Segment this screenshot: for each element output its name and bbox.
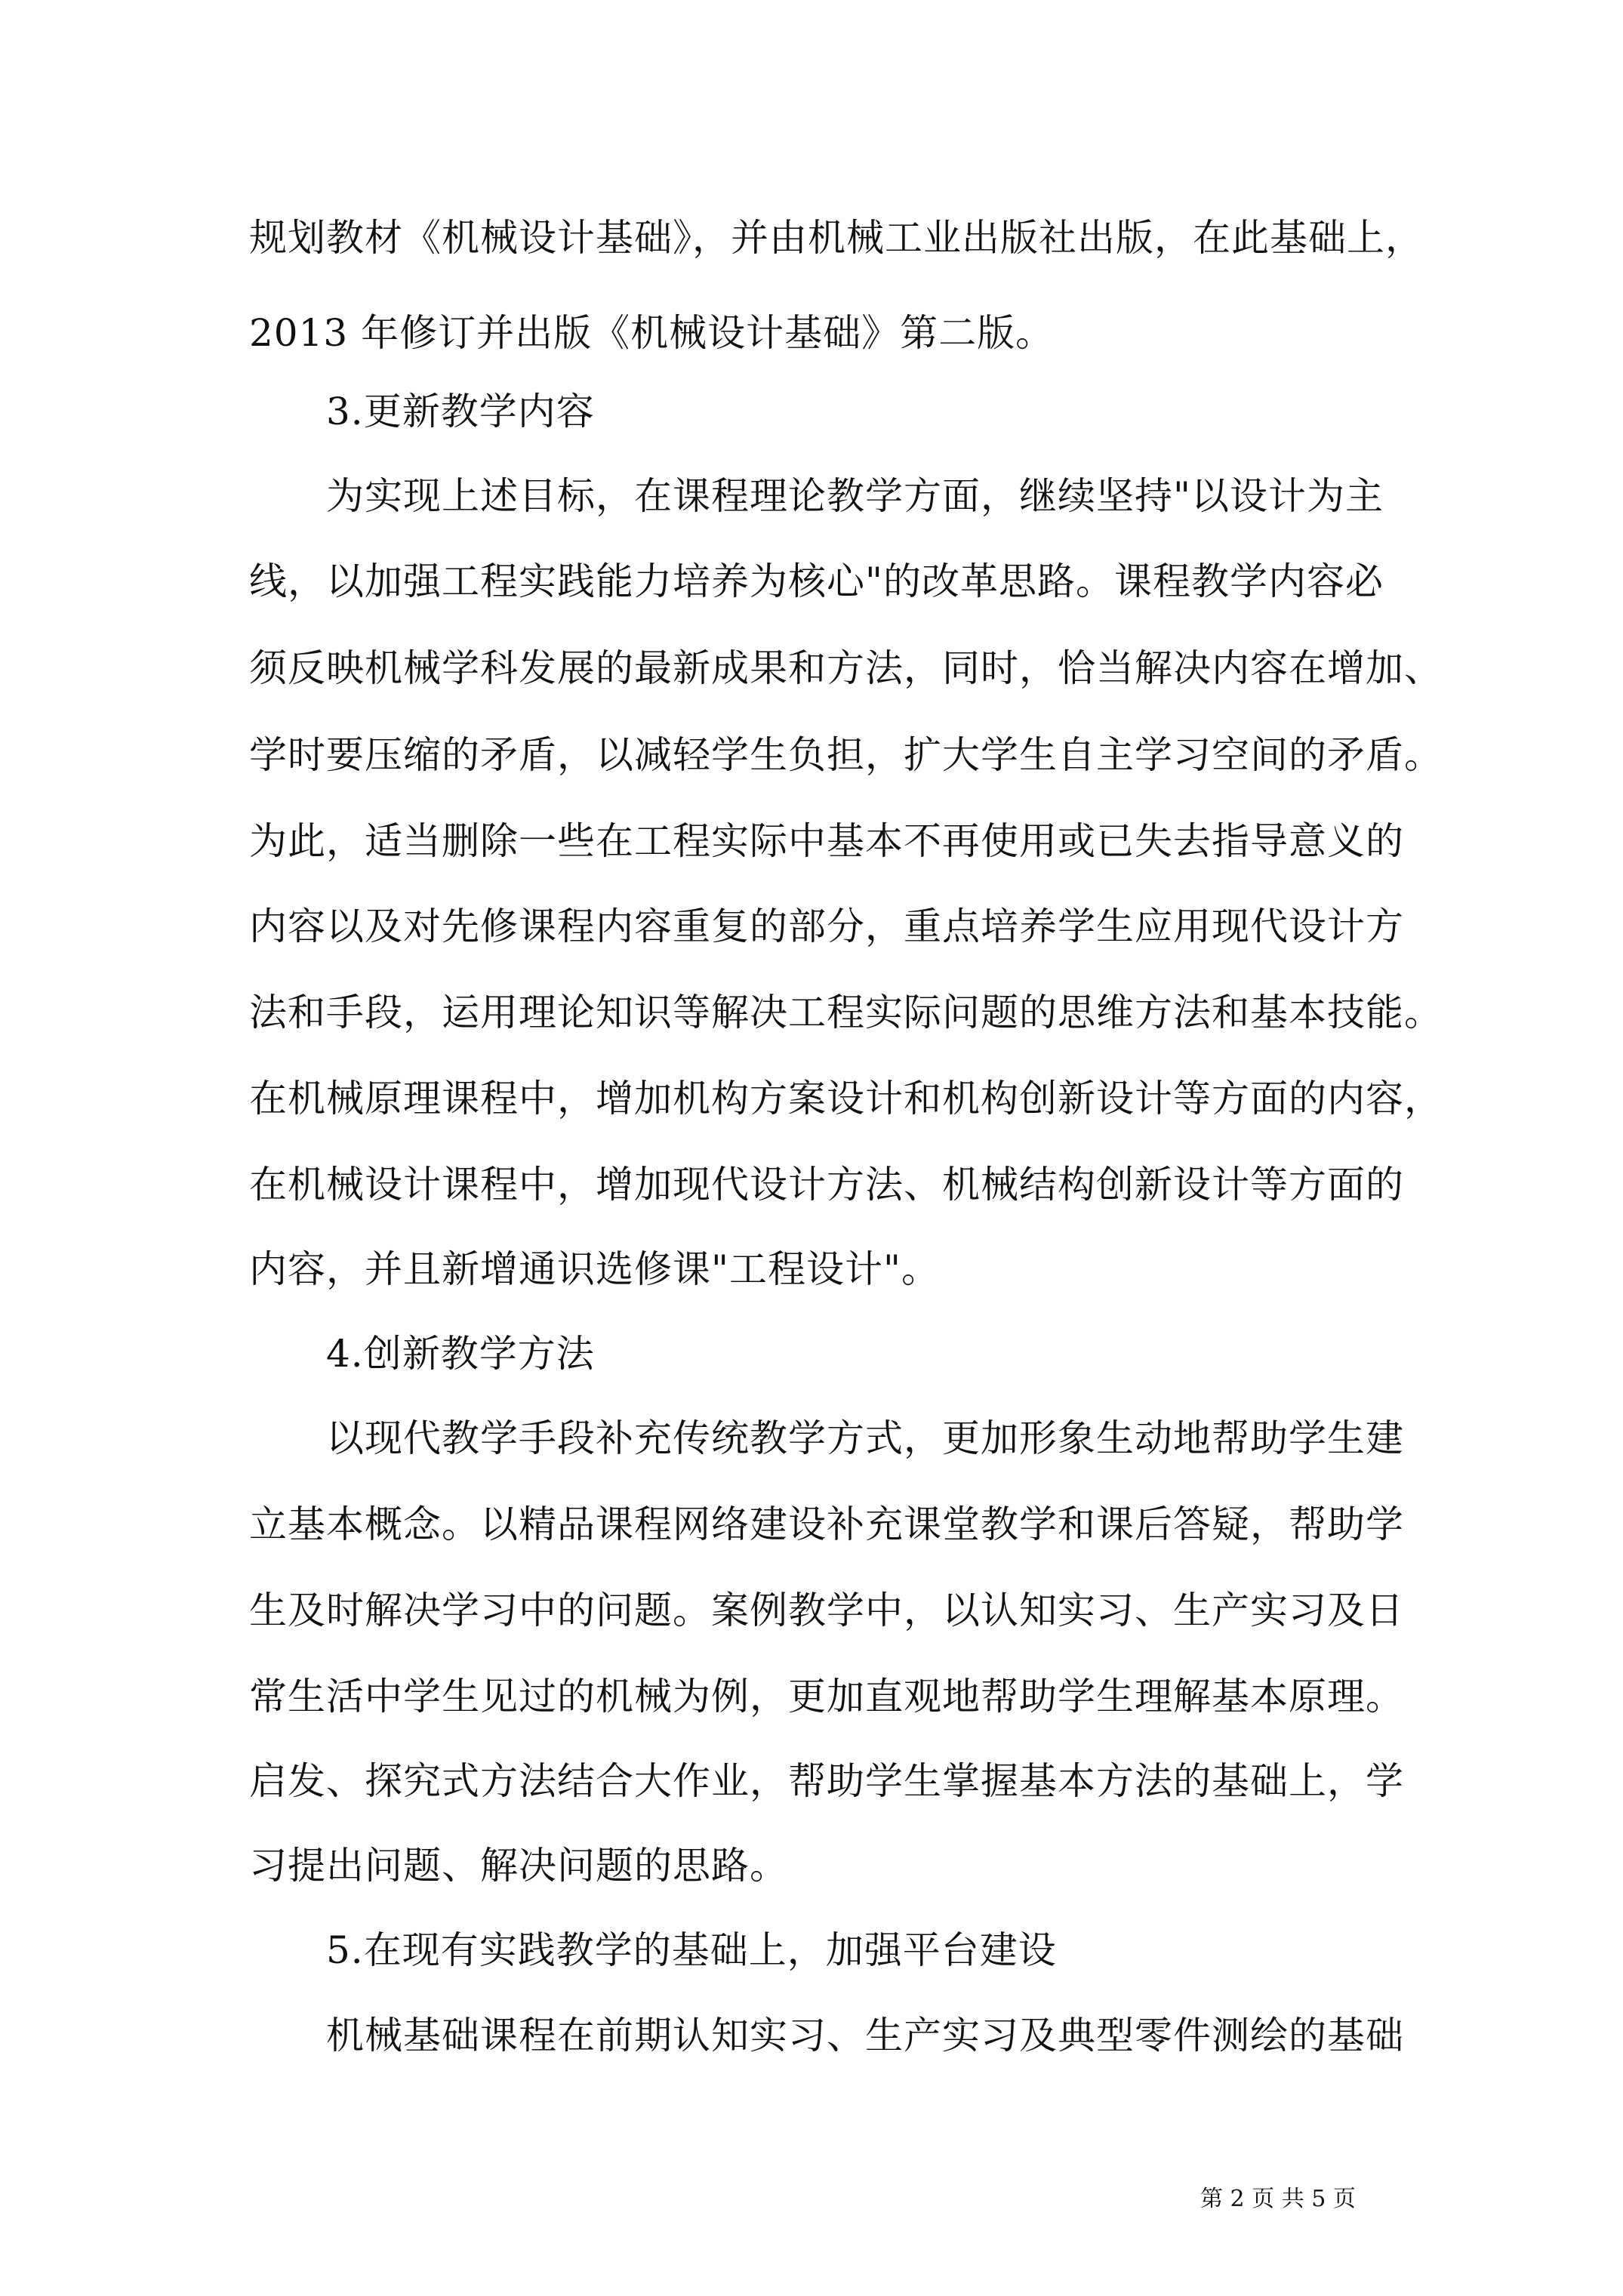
text-line: 立基本概念。以精品课程网络建设补充课堂教学和课后答疑，帮助学 bbox=[249, 1502, 1404, 1546]
text-line: 生及时解决学习中的问题。案例教学中，以认知实习、生产实习及日 bbox=[249, 1589, 1404, 1632]
text-line: 规划教材《机械设计基础》，并由机械工业出版社出版，在此基础上， bbox=[249, 216, 1424, 260]
section-heading: 5.在现有实践教学的基础上，加强平台建设 bbox=[326, 1928, 1057, 1972]
section-heading: 3.更新教学内容 bbox=[326, 390, 595, 433]
text-line: 须反映机械学科发展的最新成果和方法，同时，恰当解决内容在增加、 bbox=[249, 646, 1443, 690]
text-line: 机械基础课程在前期认知实习、生产实习及典型零件测绘的基础 bbox=[326, 2014, 1404, 2057]
text-line: 内容，并且新增通识选修课"工程设计"。 bbox=[249, 1247, 940, 1291]
text-line: 在机械设计课程中，增加现代设计方法、机械结构创新设计等方面的 bbox=[249, 1163, 1404, 1207]
text-line: 启发、探究式方法结合大作业，帮助学生掌握基本方法的基础上，学 bbox=[249, 1759, 1404, 1803]
text-line: 法和手段，运用理论知识等解决工程实际问题的思维方法和基本技能。 bbox=[249, 991, 1443, 1034]
section-heading: 4.创新教学方法 bbox=[326, 1332, 595, 1376]
text-line: 为实现上述目标，在课程理论教学方面，继续坚持"以设计为主 bbox=[326, 474, 1384, 518]
text-line: 以现代教学手段补充传统教学方式，更加形象生动地帮助学生建 bbox=[326, 1416, 1404, 1460]
text-line: 2013 年修订并出版《机械设计基础》第二版。 bbox=[249, 311, 1055, 355]
page-number: 第 2 页 共 5 页 bbox=[1200, 2186, 1356, 2212]
text-line: 在机械原理课程中，增加机构方案设计和机构创新设计等方面的内容， bbox=[249, 1077, 1443, 1120]
text-line: 内容以及对先修课程内容重复的部分，重点培养学生应用现代设计方 bbox=[249, 905, 1404, 948]
text-line: 学时要压缩的矛盾，以减轻学生负担，扩大学生自主学习空间的矛盾。 bbox=[249, 733, 1443, 777]
text-line: 为此，适当删除一些在工程实际中基本不再使用或已失去指导意义的 bbox=[249, 819, 1404, 863]
text-line: 线，以加强工程实践能力培养为核心"的改革思路。课程教学内容必 bbox=[249, 559, 1384, 603]
text-line: 常生活中学生见过的机械为例，更加直观地帮助学生理解基本原理。 bbox=[249, 1675, 1404, 1718]
text-line: 习提出问题、解决问题的思路。 bbox=[249, 1844, 788, 1888]
